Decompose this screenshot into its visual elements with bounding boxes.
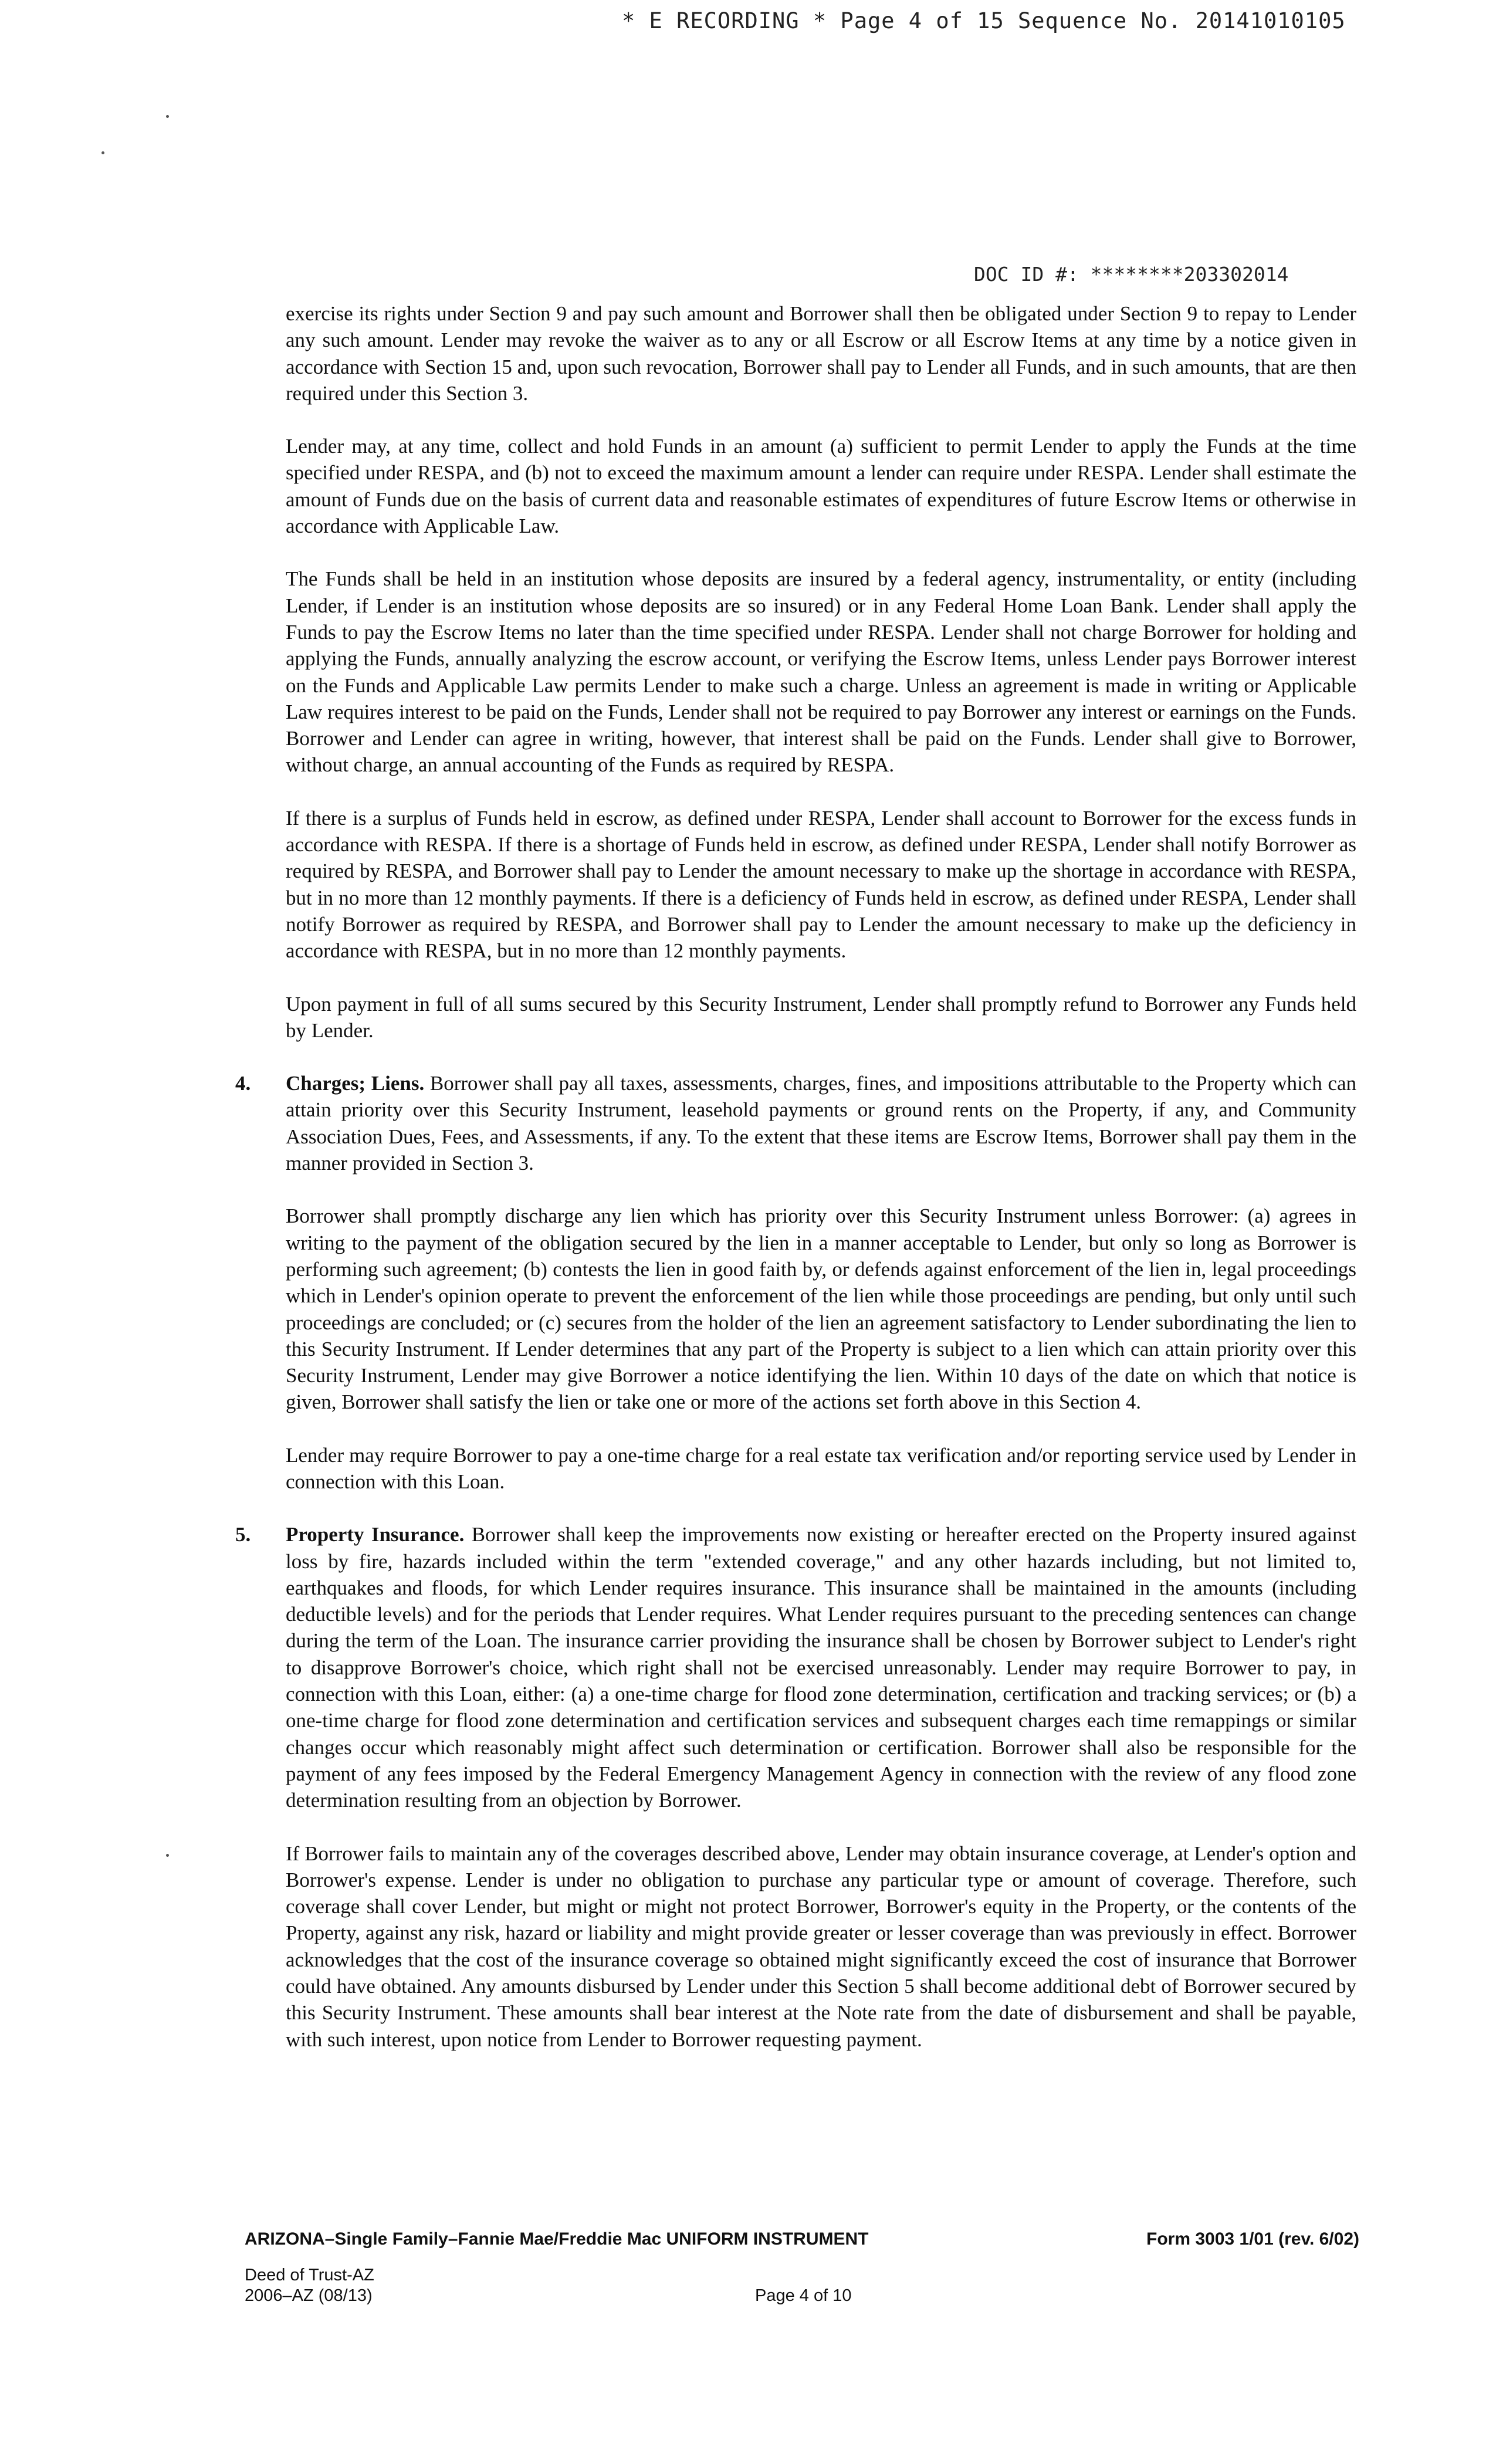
- footer-deed: Deed of Trust-AZ: [245, 2266, 374, 2284]
- paragraph: The Funds shall be held in an institution whose deposits are insured by a federal agency, instrumentality, or entity (including Lender, if Lender is an institution whose deposits are so insured) or in any Federal Home Loan Bank. Lender shall apply the Funds to pay the Escrow Items no later than the time specified under RESPA. Lender shall not charge Borrower for holding and applying the Funds, annually analyzing the escrow account, or verifying the Escrow Items, unless Lender pays Borrower interest on the Funds and Applicable Law permits Lender to make such a charge. Unless an agreement is made in writing or Applicable Law requires interest to be paid on the Funds, Lender shall not be required to pay Borrower any interest or earnings on the Funds. Borrower and Lender can agree in writing, however, that interest shall be paid on the Funds. Lender shall give to Borrower, without charge, an annual accounting of the Funds as required by RESPA.: [286, 567, 1356, 777]
- paragraph: Lender may, at any time, collect and hold Funds in an amount (a) sufficient to permit Lender to apply the Funds at the time specified under RESPA, and (b) not to exceed the maximum amount a lender can require under RESPA. Lender shall estimate the amount of Funds due on the basis of current data and reasonable estimates of expenditures of future Escrow Items or otherwise in accordance with Applicable Law.: [286, 435, 1356, 538]
- doc-id: DOC ID #: ********203302014: [974, 263, 1289, 286]
- section-paragraph: [286, 1521, 1356, 1813]
- document-body: [235, 300, 1357, 2079]
- page-footer: [245, 2229, 1359, 2317]
- section-4: [235, 1070, 1357, 1495]
- footer-code: 2006–AZ (08/13): [245, 2286, 373, 2305]
- scan-speck: [166, 115, 169, 118]
- footer-form: Form 3003 1/01 (rev. 6/02): [1146, 2229, 1359, 2249]
- paragraph: Lender may require Borrower to pay a one-time charge for a real estate tax verification and/or reporting service used by Lender in connection with this Loan.: [286, 1443, 1356, 1493]
- section-title: Charges; Liens.: [286, 1072, 425, 1095]
- paragraph: If there is a surplus of Funds held in escrow, as defined under RESPA, Lender shall account to Borrower for the excess funds in accordance with RESPA. If there is a shortage of Funds held in escrow, as defined under RESPA, Lender shall notify Borrower as required by RESPA, and Borrower shall pay to Lender the amount necessary to make up the shortage in accordance with RESPA, but in no more than 12 monthly payments. If there is a deficiency of Funds held in escrow, as defined under RESPA, Lender shall notify Borrower as required by RESPA, and Borrower shall pay to Lender the amount necessary to make up the deficiency in accordance with RESPA, but in no more than 12 monthly payments.: [286, 806, 1356, 963]
- footer-instrument-text: –Single Family–Fannie Mae/Freddie Mac UNIFORM INSTRUMENT: [324, 2229, 869, 2249]
- section-text: Borrower shall keep the improvements now existing or hereafter erected on the Property insured against loss by fire, hazards included within the term "extended coverage," and any other hazards including, but not limited to, earthquakes and floods, for which Lender requires insurance. This insurance shall be maintained in the amounts (including deductible levels) and for the periods that Lender requires. What Lender requires pursuant to the preceding sentences can change during the term of the Loan. The insurance carrier providing the insurance shall be chosen by Borrower subject to Lender's right to disapprove Borrower's choice, which right shall not be exercised unreasonably. Lender may require Borrower to pay, in connection with this Loan, either: (a) a one-time charge for flood zone determination, certification and tracking services; or (b) a one-time charge for flood zone determination and certification services and subsequent charges each time remappings or similar changes occur which reasonably might affect such determination or certification. Borrower shall also be responsible for the payment of any fees imposed by the Federal Emergency Management Agency in connection with the review of any flood zone determination resulting from an objection by Borrower.: [286, 1523, 1357, 1812]
- paragraph: Upon payment in full of all sums secured by this Security Instrument, Lender shall promptly refund to Borrower any Funds held by Lender.: [286, 992, 1356, 1042]
- section-title: Property Insurance.: [286, 1523, 465, 1546]
- section-text: Borrower shall pay all taxes, assessments, charges, fines, and impositions attributable to the Property which can attain priority over this Security Instrument, leasehold payments or ground rents on the Property, if any, and Community Association Dues, Fees, and Assessments, if any. To the extent that these items are Escrow Items, Borrower shall pay them in the manner provided in Section 3.: [286, 1072, 1357, 1175]
- section-number: 5.: [235, 1523, 251, 1546]
- footer-instrument: [245, 2229, 868, 2249]
- paragraph: Borrower shall promptly discharge any lien which has priority over this Security Instrument unless Borrower: (a) agrees in writing to the payment of the obligation secured by the lien in a manner acceptable to Lender, but only so long as Borrower is performing such agreement; (b) contests the lien in good faith by, or defends against enforcement of the lien in, legal proceedings which in Lender's opinion operate to prevent the enforcement of the lien while those proceedings are pending, but only until such proceedings are concluded; or (c) secures from the holder of the lien an agreement satisfactory to Lender subordinating the lien to this Security Instrument. If Lender determines that any part of the Property is subject to a lien which can attain priority over this Security Instrument, Lender may give Borrower a notice identifying the lien. Within 10 days of the date on which that notice is given, Borrower shall satisfy the lien or take one or more of the actions set forth above in this Section 4.: [286, 1204, 1356, 1414]
- footer-page-number: Page 4 of 10: [755, 2286, 852, 2305]
- section-5: [235, 1521, 1357, 2053]
- section-paragraph: [286, 1070, 1356, 1176]
- section-number: 4.: [235, 1072, 251, 1095]
- paragraph: If Borrower fails to maintain any of the coverages described above, Lender may obtain insurance coverage, at Lender's option and Borrower's expense. Lender is under no obligation to purchase any particular type or amount of coverage. Therefore, such coverage shall cover Lender, but might or might not protect Borrower, Borrower's equity in the Property, or the contents of the Property, against any risk, hazard or liability and might provide greater or lesser coverage than was previously in effect. Borrower acknowledges that the cost of the insurance coverage so obtained might significantly exceed the cost of insurance that Borrower could have obtained. Any amounts disbursed by Lender under this Section 5 shall become additional debt of Borrower secured by this Security Instrument. These amounts shall bear interest at the Note rate from the date of disbursement and shall be payable, with such interest, upon notice from Lender to Borrower requesting payment.: [286, 1842, 1356, 2051]
- recording-header: * E RECORDING * Page 4 of 15 Sequence No. 20141010105: [622, 8, 1346, 33]
- footer-state: ARIZONA: [245, 2229, 325, 2249]
- scan-speck: [101, 151, 104, 154]
- paragraph: exercise its rights under Section 9 and pay such amount and Borrower shall then be obligated under Section 9 to repay to Lender any such amount. Lender may revoke the waiver as to any or all Escrow or all Escrow Items at any time by a notice given in accordance with Section 15 and, upon such revocation, Borrower shall pay to Lender all Funds, and in such amounts, that are then required under this Section 3.: [286, 302, 1356, 405]
- scan-speck: [166, 1854, 169, 1857]
